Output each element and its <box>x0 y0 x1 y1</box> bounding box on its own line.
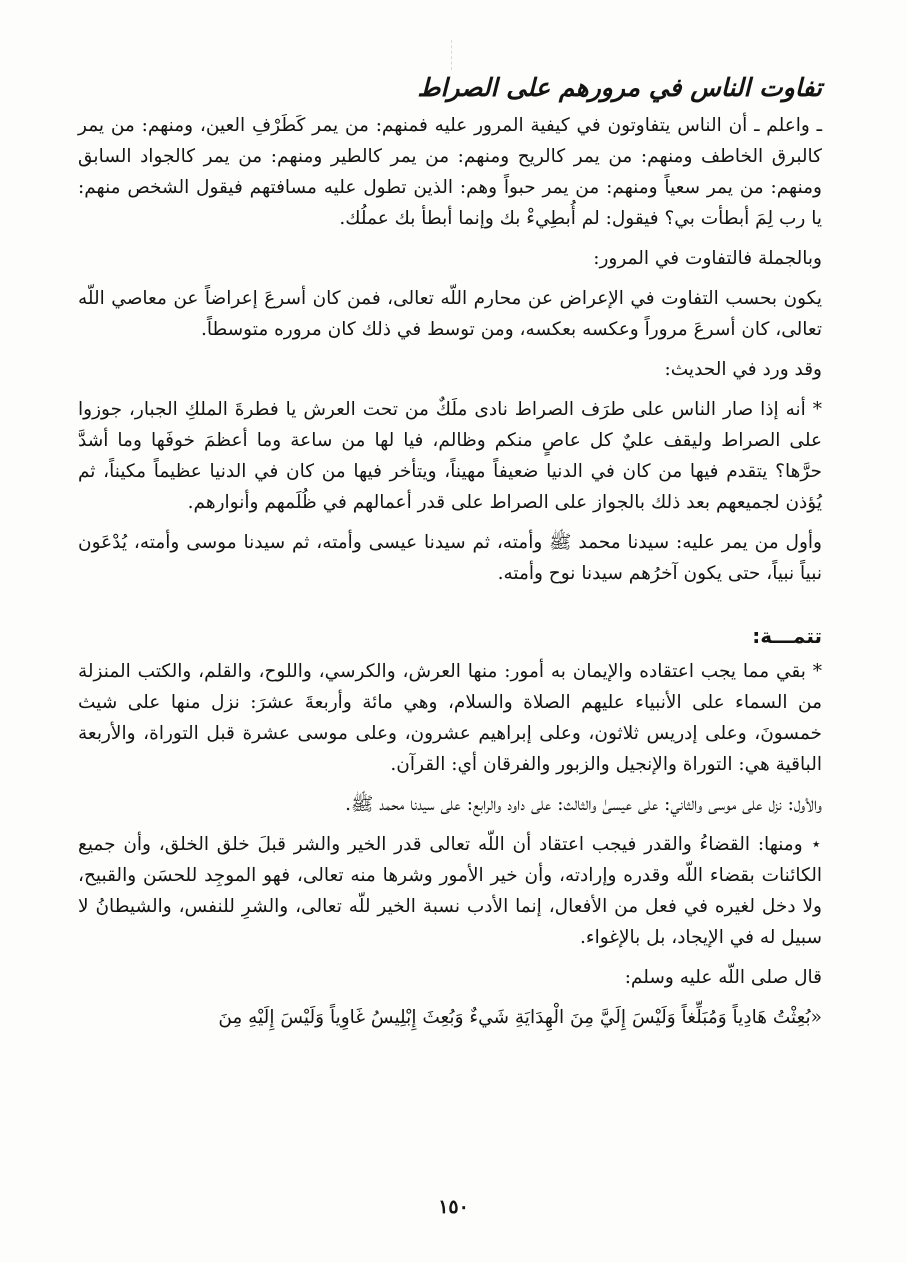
paragraph-hadith-text: * أنه إذا صار الناس على طرَف الصراط نادى ملَكٌ من تحت العرش يا فطرةَ الملكِ الجبار، جوزوا على الصراط وليقف عليٌ كل عاصٍ منكم وظالم، فيا لها من ساعة وما أعظمَ خوفَها وما أشدَّ حرَّها؟ يتقدم فيها من كان في الدنيا ضعيفاً مهيناً، ويتأخر فيها من كان في الدنيا عظيماً مكيناً، ثم يُؤذن لجميعهم بعد ذلك بالجواز على الصراط على قدر أعمالهم في ظُلَمهم وأنوارهم. <box>78 399 822 513</box>
paragraph-revealed-books: * بقي مما يجب اعتقاده والإيمان به أمور: منها العرش، والكرسي، واللوح، والقلم، والكتب المنزلة من السماء على الأنبياء عليهم الصلاة والسلام، وهي مائة وأربعةَ عشرَ: نزل منها على شيث خمسونَ، وعلى إدريس ثلاثون، وعلى إبراهيم عشرون، وعلى موسى عشرة قبل التوراة، والأربعة الباقية هي: التوراة والإنجيل والزبور والفرقان أي: القرآن. <box>78 661 822 775</box>
section-spacer <box>78 598 822 620</box>
section-heading: تفاوت الناس في مرورهم على الصراط <box>417 73 822 102</box>
page-content <box>78 70 822 1042</box>
paragraph-first-to-cross: وأول من يمر عليه: سيدنا محمد ﷺ وأمته، ثم سيدنا عيسى وأمته، ثم سيدنا موسى وأمته، يُدْعَون نبياً نبياً، حتى يكون آخرُهم سيدنا نوح وأمته. <box>78 532 822 584</box>
paragraph-divine-decree: ⋆ ومنها: القضاءُ والقدر فيجب اعتقاد أن اللّه تعالى قدر الخير والشر قبلَ خلق الخلق، وأن جميع الكائنات بقضاء اللّه وقدره وإرادته، وأن خير الأمور وشرها منه تعالى، فهو الموجِد للحسَن والقبيح، ولا دخل لغيره في فعل من الأفعال، إنما الأدب نسبة الخير للّه تعالى، والشرِ للنفس، والشيطانُ لا سبيل له في الإيجاد، بل بالإغواء. <box>78 834 822 948</box>
paragraph-in-summary: وبالجملة فالتفاوت في المرور: <box>593 248 822 269</box>
paragraph-traversal-speeds: ـ واعلم ـ أن الناس يتفاوتون في كيفية المرور عليه فمنهم: من يمر كَطَرْفِ العين، ومنهم: من يمر كالبرق الخاطف ومنهم: من يمر كالريح ومنهم: من يمر كالطير ومنهم: من يمر كالجواد السابق ومنهم: من يمر سعياً ومنهم: من يمر حبواً وهم: الذين تطول عليه مسافتهم فيقول الشخص منهم: يا رب لِمَ أبطأت بي؟ فيقول: لم أُبطِيءْ بك وإنما أبطأ بك عملُك. <box>78 115 822 229</box>
crop-mark-top <box>451 40 452 70</box>
paragraph-prophet-said: قال صلى اللّه عليه وسلم: <box>624 967 822 988</box>
paragraph-four-books: والأول: نزل على موسى والثاني: على عيسىٰ والثالث: على داود والرابع: على سيدنا محمد ﷺ. <box>345 794 822 815</box>
paragraph-hadith-quote: «بُعِثْتُ هَادِياً وَمُبَلِّغاً وَلَيْسَ إِلَيَّ مِنَ الْهِدَايَةِ شَيءٌ وَبُعِثَ إِبْلِيسُ غَاوِياً وَلَيْسَ إِلَيْهِ مِنَ <box>218 1007 822 1028</box>
paragraph-hadith-intro: وقد ورد في الحديث: <box>664 359 822 380</box>
paragraph-turning-away: يكون بحسب التفاوت في الإعراض عن محارم اللّه تعالى، فمن كان أسرعَ إعراضاً عن معاصي اللّه تعالى، كان أسرعَ مروراً وعكسه بعكسه، ومن توسط في ذلك كان مروره متوسطاً. <box>78 288 822 340</box>
supplement-heading: تتمـــة: <box>752 624 822 648</box>
page-number: ١٥٠ <box>438 1196 469 1218</box>
